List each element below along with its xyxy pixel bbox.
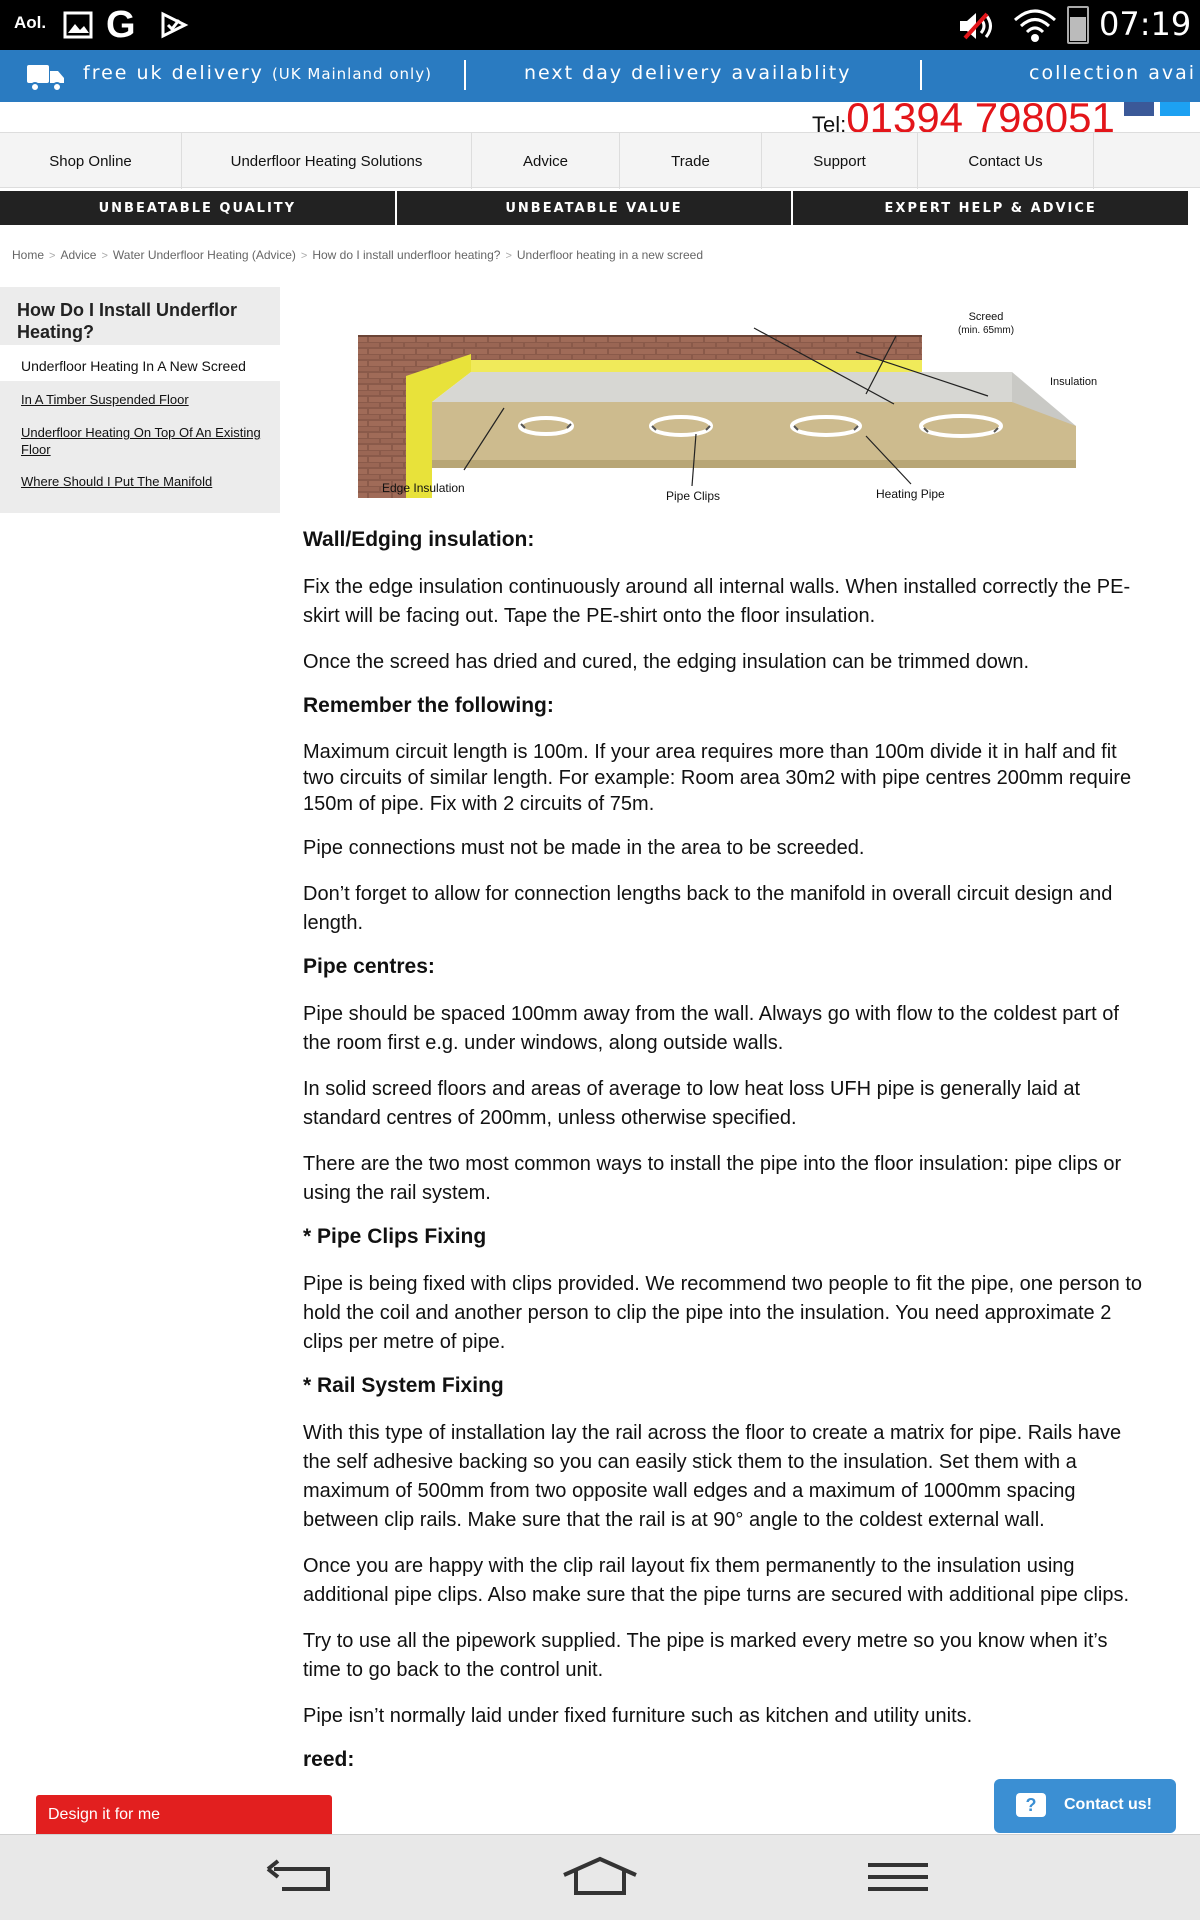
sidebar-item-timber-floor[interactable]: In A Timber Suspended Floor	[21, 392, 189, 407]
paragraph: Fix the edge insulation continuously around all internal walls. When installed correctly the PE-skirt will be facing out. Tape the PE-shirt onto the floor insulation.	[303, 576, 1131, 627]
menu-icon[interactable]	[866, 1853, 930, 1905]
nav-support[interactable]: Support	[762, 133, 918, 189]
usp-quality: UNBEATABLE QUALITY	[0, 191, 397, 225]
article-body	[303, 528, 1143, 1793]
back-icon[interactable]	[262, 1853, 338, 1905]
system-nav-bar	[0, 1834, 1200, 1920]
sidebar-item-existing-floor[interactable]: Underfloor Heating On Top Of An Existing Floor	[21, 425, 261, 457]
battery-icon	[1067, 6, 1089, 44]
contact-us-button[interactable]	[994, 1779, 1176, 1833]
home-icon[interactable]	[560, 1853, 640, 1905]
image-icon	[63, 11, 93, 43]
heading-partial: reed:	[303, 1748, 355, 1771]
sidebar-item-manifold[interactable]: Where Should I Put The Manifold	[21, 474, 213, 489]
chat-question-icon: ?	[1016, 1793, 1046, 1817]
breadcrumb-advice[interactable]: Advice	[60, 248, 97, 262]
nav-advice[interactable]: Advice	[472, 133, 620, 189]
breadcrumb	[12, 248, 703, 262]
status-bar	[0, 0, 1200, 50]
heading-pipe-clips-fixing: * Pipe Clips Fixing	[303, 1225, 487, 1248]
sidebar-title: How Do I Install Underflor Heating?	[17, 300, 238, 342]
main-nav	[0, 132, 1200, 188]
diagram-label-pipe-clips: Pipe Clips	[666, 489, 721, 503]
heading-rail-system-fixing: * Rail System Fixing	[303, 1374, 504, 1397]
diagram-label-screed: Screed	[968, 311, 1004, 323]
clock: 07:19	[1099, 5, 1192, 43]
sidebar	[0, 287, 280, 513]
paragraph: Pipe is being fixed with clips provided. We recommend two people to fit the pipe, one person to hold the coil and another person to clip the pipe into the insulation. You need approximate 2 clips per metre of pipe.	[303, 1273, 1142, 1353]
nav-contact-us[interactable]: Contact Us	[918, 133, 1094, 189]
paragraph: Once you are happy with the clip rail layout fix them permanently to the insulation using additional pipe clips. Also make sure that the pipe turns are secured with additional pipe clips.	[303, 1555, 1130, 1606]
nav-shop-online[interactable]: Shop Online	[0, 133, 182, 189]
heading-pipe-centres: Pipe centres:	[303, 955, 435, 978]
breadcrumb-how-install[interactable]: How do I install underfloor heating?	[312, 248, 501, 262]
paragraph: Once the screed has dried and cured, the edging insulation can be trimmed down.	[303, 651, 1029, 673]
chevron-right-icon: >	[505, 250, 512, 262]
facebook-icon[interactable]	[1124, 102, 1154, 116]
collection-text: collection avai	[1029, 62, 1197, 84]
aol-icon: Aol.	[14, 13, 47, 32]
diagram-label-screed-note: (min. 65mm)	[957, 325, 1015, 336]
telephone[interactable]: Tel:01394 798051	[812, 102, 1115, 132]
delivery-strip	[0, 50, 1200, 102]
diagram-label-edge-insulation: Edge Insulation	[382, 481, 465, 495]
chevron-right-icon: >	[49, 250, 56, 262]
divider	[920, 60, 922, 90]
chevron-right-icon: >	[101, 250, 108, 262]
usp-banner	[0, 191, 1188, 225]
next-day-delivery-text: next day delivery availablity	[524, 62, 852, 84]
heading-remember: Remember the following:	[303, 694, 554, 717]
volume-muted-icon	[957, 10, 999, 46]
paragraph: In solid screed floors and areas of average to low heat loss UFH pipe is generally laid at standard centres of 200mm, unless otherwise specified.	[303, 1078, 1081, 1129]
breadcrumb-water-ufh[interactable]: Water Underfloor Heating (Advice)	[112, 248, 296, 262]
paragraph: With this type of installation lay the rail across the floor to create a matrix for pipe. Rails have the self adhesive backing so you can easily stick them to the insulation. Set them with a maximum of 500mm from two opposite wall edges and a maximum of 1000mm spacing between clip rails. Make sure that the rail is at 90° angle to the coldest external wall.	[303, 1422, 1122, 1531]
screed-diagram	[296, 276, 1136, 512]
breadcrumb-current[interactable]: Underfloor heating in a new screed	[516, 248, 704, 262]
paragraph: Try to use all the pipework supplied. The pipe is marked every metre so you know when it’s time to go back to the control unit.	[303, 1630, 1108, 1681]
twitter-icon[interactable]	[1160, 102, 1190, 116]
google-icon: G	[106, 4, 136, 46]
paragraph: Pipe should be spaced 100mm away from the wall. Always go with flow to the coldest part of the room first e.g. under windows, along outside walls.	[303, 1003, 1119, 1054]
nav-trade[interactable]: Trade	[620, 133, 762, 189]
truck-icon	[26, 61, 66, 97]
heading-edging-insulation: Wall/Edging insulation:	[303, 528, 535, 551]
paragraph: Don’t forget to allow for connection lengths back to the manifold in overall circuit design and length.	[303, 883, 1113, 934]
wifi-icon	[1013, 8, 1057, 48]
contact-us-label: Contact us!	[1064, 1796, 1152, 1813]
divider	[464, 60, 466, 90]
download-check-icon	[159, 10, 189, 44]
breadcrumb-home[interactable]: Home	[12, 248, 45, 262]
diagram-label-insulation: Insulation	[1050, 376, 1098, 388]
chevron-right-icon: >	[300, 250, 308, 262]
paragraph: There are the two most common ways to install the pipe into the floor insulation: pipe clips or using the rail system.	[303, 1153, 1122, 1204]
design-it-for-me-button[interactable]: Design it for me	[36, 1795, 332, 1835]
paragraph: Maximum circuit length is 100m. If your area requires more than 100m divide it in half and fit two circuits of similar length. For example: Room area 30m2 with pipe centres 200mm require 150m of pipe. Fix with 2 circuits of 75m.	[303, 741, 1132, 815]
usp-expert-help: EXPERT HELP & ADVICE	[793, 191, 1188, 225]
free-delivery-text: free uk delivery (UK Mainland only)	[83, 62, 432, 84]
sidebar-item-new-screed[interactable]: Underfloor Heating In A New Screed	[0, 345, 280, 381]
nav-underfloor-heating-solutions[interactable]: Underfloor Heating Solutions	[182, 133, 472, 189]
usp-value: UNBEATABLE VALUE	[397, 191, 794, 225]
header-contact-row	[0, 102, 1200, 132]
paragraph: Pipe connections must not be made in the area to be screeded.	[303, 837, 865, 859]
paragraph: Pipe isn’t normally laid under fixed furniture such as kitchen and utility units.	[303, 1705, 973, 1727]
diagram-label-heating-pipe: Heating Pipe	[876, 487, 945, 501]
